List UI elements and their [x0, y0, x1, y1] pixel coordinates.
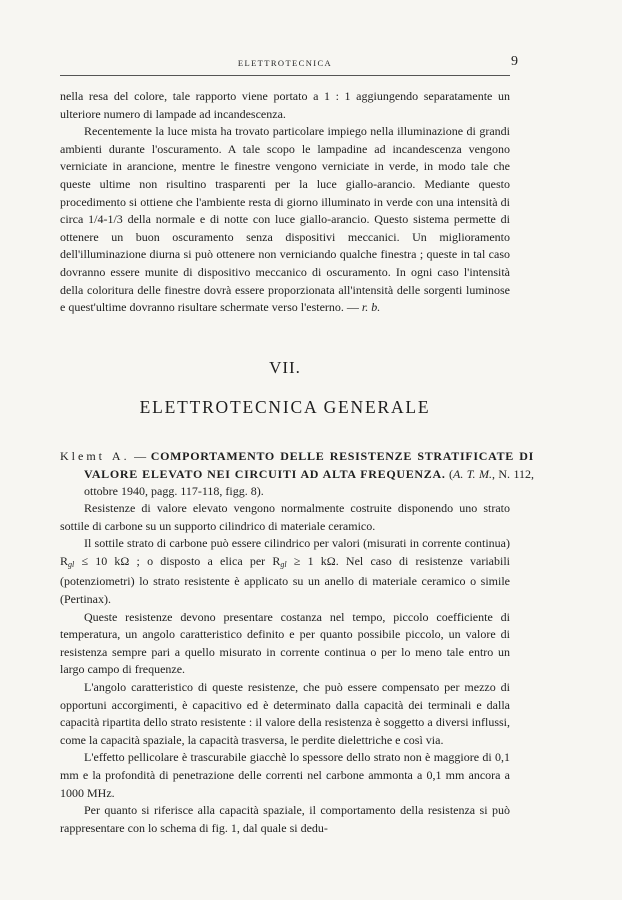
intro-paragraph-2 [60, 123, 510, 317]
body-paragraph-2 [60, 535, 510, 608]
author-signature: r. b. [361, 300, 381, 315]
body-paragraph-6: Per quanto si riferisce alla capacità spaziale, il comportamento della resistenza si può rappresentare con lo schema di fig. 1, dal quale si dedu- [60, 803, 510, 835]
body-paragraph-2b: ≤ 10 kΩ ; o disposto a elica per R [74, 553, 281, 568]
page-number: 9 [511, 54, 518, 69]
citation-details: , N. 112, ottobre 1940, pagg. 117-118, figg. 8). [84, 466, 535, 499]
running-head: ELETTROTECNICA [237, 58, 333, 68]
page-header [60, 54, 518, 76]
subscript-gl-1: gl [68, 559, 75, 569]
body-paragraph-2c: ≥ 1 kΩ. Nel caso di resistenze variabili (potenziometri) lo strato resistente è applicato su un anello di materiale ceramico o simile (Pertinax). [60, 553, 510, 606]
body-paragraph-1: Resistenze di valore elevato vengono normalmente costruite disponendo uno strato sottile di carbone su un supporto cilindrico di materiale ceramico. [60, 501, 510, 533]
body-paragraph-2a: Il sottile strato di carbone può essere cilindrico per valori (misurati in corrente continua) R [60, 536, 510, 568]
body-paragraph-3: Queste resistenze devono presentare costanza nel tempo, piccolo coefficiente di temperatura, un angolo caratteristico definito e per quanto possibile piccolo, un valore di resistenza sempre pari a quello misurato in corrente continua o per lo meno tale entro un largo campo di frequenze. [60, 609, 510, 677]
section-number: VII. [269, 358, 301, 377]
intro-text [60, 88, 510, 317]
subscript-gl-2: gl [280, 559, 287, 569]
intro-paragraph-2-text: Recentemente la luce mista ha trovato particolare impiego nella illuminazione di grandi ambienti durante l'oscuramento. A tale scopo le lampadine ad incandescenza vengono verniciate in arancione, mentre le finestre vengono verniciate in verde, in modo tale che queste ultime non risultino trasparenti per la luce giallo-arancio. Mediante questo procedimento si ottiene che l'ambiente resta di giorno illuminato in verde con una intensità di circa 1/4-1/3 della normale e di notte con luce giallo-arancio. Questo sistema permette di ottenere un buon oscuramento senza dispositivi meccanici. Un miglioramento dell'illuminazione diurna si può ottenere non verniciando qualche finestra ; queste in tal caso dovranno essere munite di dispositivo meccanico di oscuramento. In ogni caso l'intensità della coloritura delle finestre dovrà essere proporzionata all'intensità delle sorgenti luminose e quest'ultime dovranno risultare schermate verso l'esterno. — [60, 124, 510, 315]
section-title: ELETTROTECNICA GENERALE [139, 397, 431, 417]
article-title: COMPORTAMENTO DELLE RESISTENZE STRATIFICATE DI VALORE ELEVATO NEI CIRCUITI AD ALTA FREQUENZA. [84, 449, 534, 481]
article-citation: (A. T. M., N. 112, ottobre 1940, pagg. 117-118, figg. 8). [84, 466, 535, 499]
journal-name: A. T. M. [453, 466, 492, 481]
article-dash: — [129, 449, 151, 463]
article-body [60, 500, 510, 837]
article-heading [60, 448, 534, 501]
intro-paragraph-1: nella resa del colore, tale rapporto viene portato a 1 : 1 aggiungendo separatamente un ulteriore numero di lampade ad incandescenza. [60, 89, 510, 121]
article-author: Klemt A. [60, 449, 130, 463]
body-paragraph-4: L'angolo caratteristico di queste resistenze, che può essere compensato per mezzo di opportuni accorgimenti, è capacitivo ed è determinato dalla capacità dei terminali e dalla capacità ripartita dello strato resistente : il valore della resistenza è soggetto a diversi influssi, come la capacità spaziale, la capacità trasversa, le perdite dielettriche e così via. [60, 679, 510, 747]
body-paragraph-5: L'effetto pellicolare è trascurabile giacchè lo spessore dello strato non è maggiore di 0,1 mm e la profondità di penetrazione delle correnti nel carbone ammonta a 0,1 mm ancora a 1000 MHz. [60, 750, 510, 800]
